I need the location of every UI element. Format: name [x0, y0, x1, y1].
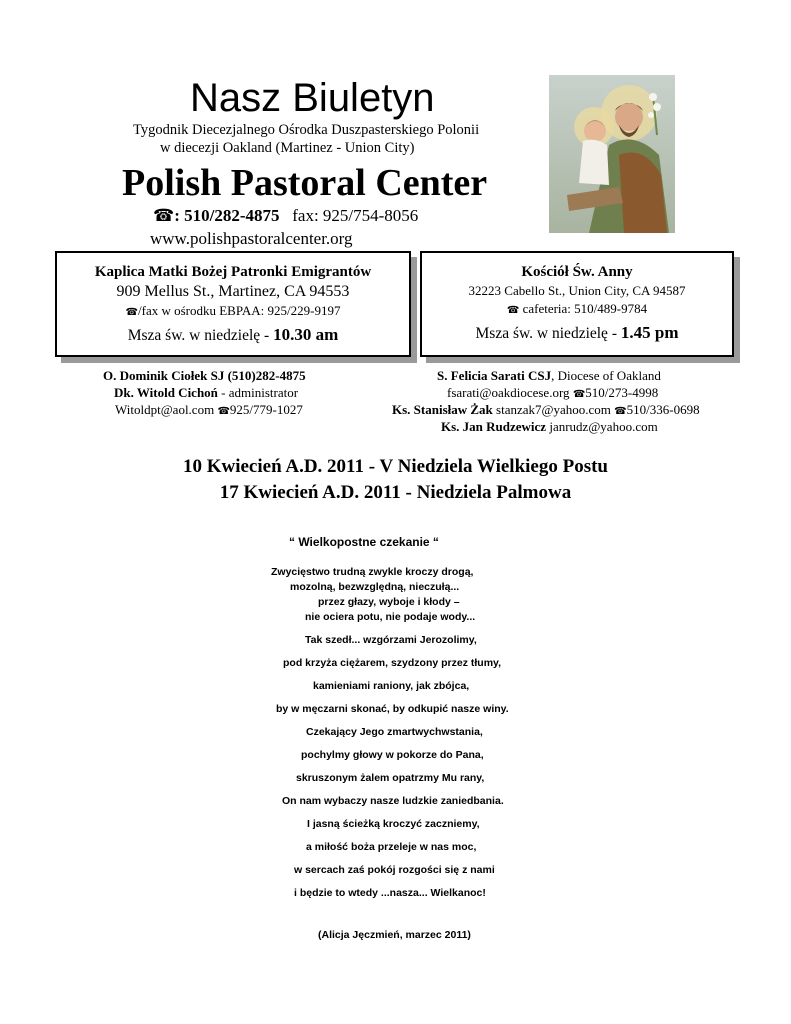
poem-line: On nam wybaczy nasze ludzkie zaniedbania.	[282, 795, 504, 807]
contact-jan: Ks. Jan Rudzewicz janrudz@yahoo.com	[441, 419, 658, 434]
phone-icon: ☎	[125, 307, 138, 318]
contact-felicia: S. Felicia Sarati CSJ, Diocese of Oakland	[437, 368, 661, 383]
phone-icon: ☎	[153, 206, 175, 225]
chapel-mass-time: Msza św. w niedzielę - 10.30 am	[127, 325, 339, 344]
poem-line: Zwycięstwo trudną zwykle kroczy drogą,	[271, 566, 474, 578]
fax-number: fax: 925/754-8056	[292, 206, 419, 225]
church-address: 32223 Cabello St., Union City, CA 94587	[468, 283, 686, 298]
phone-number: : 510/282-4875	[174, 206, 280, 225]
poem-line: kamieniami raniony, jak zbójca,	[313, 680, 470, 692]
church-cafeteria: ☎ cafeteria: 510/489-9784	[506, 301, 648, 316]
contact-witold: Dk. Witold Cichoń - administrator	[114, 385, 299, 400]
phone-icon: ☎	[572, 389, 586, 400]
chapel-name: Kaplica Matki Bożej Patronki Emigrantów	[94, 264, 372, 280]
contact-felicia-email[interactable]: fsarati@oakdiocese.org ☎510/273-4998	[447, 385, 659, 400]
phone-icon: ☎	[614, 406, 627, 417]
poem-line: i będzie to wtedy ...nasza... Wielkanoc!	[294, 887, 486, 899]
poem-line: pochylmy głowy w pokorze do Pana,	[301, 749, 484, 761]
contact-dominik: O. Dominik Ciołek SJ (510)282-4875	[103, 368, 306, 383]
date-line-2: 17 Kwiecień A.D. 2011 - Niedziela Palmowa	[219, 482, 572, 503]
chapel-address: 909 Mellus St., Martinez, CA 94553	[116, 283, 350, 300]
website-link[interactable]: www.polishpastoralcenter.org	[150, 229, 353, 248]
contact-stanislaw: Ks. Stanisław Żak stanzak7@yahoo.com ☎510/336-0698	[392, 402, 700, 417]
poem-line: nie ociera potu, nie podaje wody...	[305, 611, 476, 623]
date-line-1: 10 Kwiecień A.D. 2011 - V Niedziela Wielkiego Postu	[182, 456, 609, 477]
church-info-box	[420, 251, 734, 357]
poem-line: przez głazy, wyboje i kłody –	[318, 596, 460, 608]
church-name: Kościół Św. Anny	[521, 264, 633, 280]
chapel-info-box	[55, 251, 411, 357]
poem-line: Tak szedł... wzgórzami Jerozolimy,	[305, 634, 477, 646]
chapel-fax: ☎/fax w ośrodku EBPAA: 925/229-9197	[125, 303, 341, 318]
contact-witold-email[interactable]: Witoldpt@aol.com ☎925/779-1027	[115, 402, 303, 417]
church-mass-time: Msza św. w niedzielę - 1.45 pm	[475, 323, 679, 342]
poem-line: I jasną ścieżką kroczyć zaczniemy,	[307, 818, 480, 830]
poem-line: Czekający Jego zmartwychwstania,	[306, 726, 483, 738]
poem-title: “ Wielkopostne czekanie “	[289, 535, 439, 549]
poem-line: by w męczarni skonać, by odkupić nasze winy.	[276, 703, 509, 715]
st-joseph-image	[549, 75, 675, 233]
center-name: Polish Pastoral Center	[122, 162, 488, 204]
poem-line: a miłość boża przeleje w nas moc,	[306, 841, 477, 853]
poem-line: pod krzyża ciężarem, szydzony przez tłumy,	[283, 657, 502, 669]
poem-line: mozolną, bezwzględną, nieczułą...	[290, 581, 460, 593]
phone-fax-line	[153, 206, 418, 226]
phone-icon: ☎	[217, 406, 230, 417]
poem-line: skruszonym żalem opatrzmy Mu rany,	[296, 772, 485, 784]
subtitle-line-1: Tygodnik Diecezjalnego Ośrodka Duszpasterskiego Polonii	[133, 122, 480, 138]
poem-line: w sercach zaś pokój rozgości się z nami	[294, 864, 495, 876]
poem-author: (Alicja Jęczmień, marzec 2011)	[318, 929, 471, 941]
subtitle-line-2: w diecezji Oakland (Martinez - Union City)	[160, 140, 415, 156]
phone-icon: ☎	[506, 305, 520, 316]
bulletin-title: Nasz Biuletyn	[190, 76, 435, 120]
